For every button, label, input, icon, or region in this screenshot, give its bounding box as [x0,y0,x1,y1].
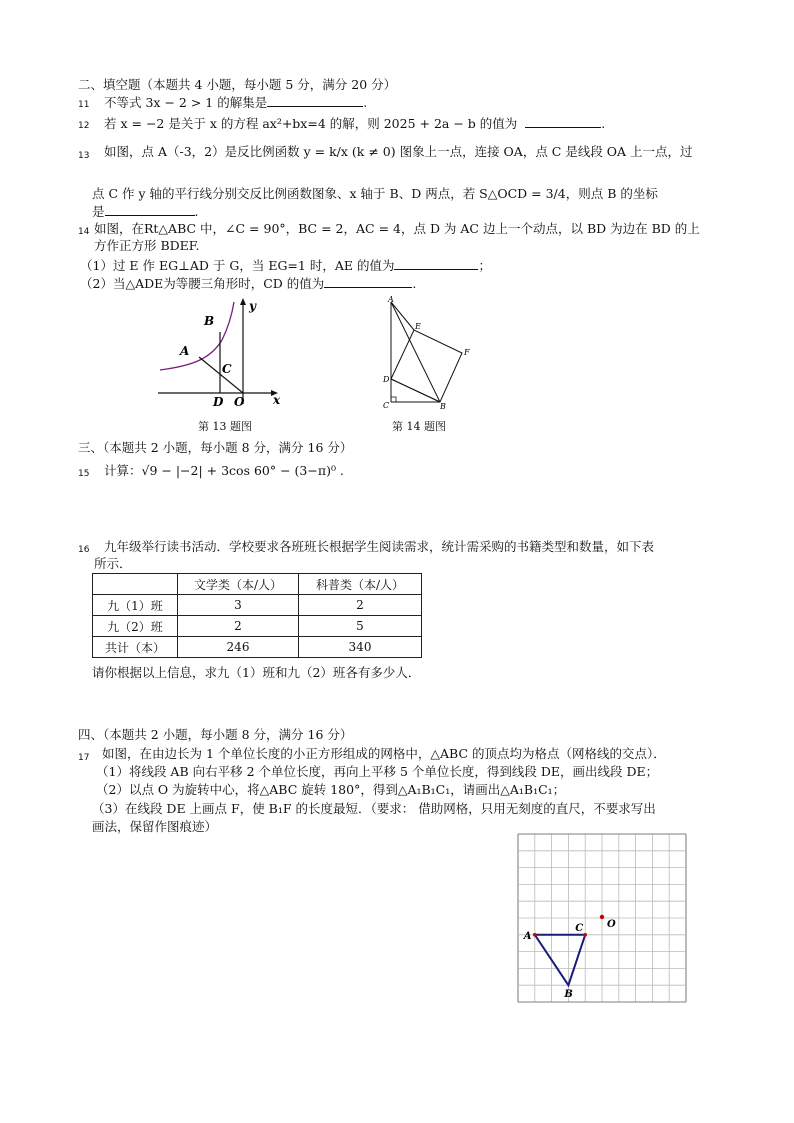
figure-14-caption: 第 14 题图 [392,420,446,433]
table-cell: 5 [299,616,422,637]
label-x: x [273,393,281,407]
label-C: C [222,362,232,376]
q13-line2: 点 C 作 y 轴的平行线分别交反比例函数图象、x 轴于 B、D 两点，若 S△OCD = 3/4，则点 B 的坐标 [92,186,658,201]
q13-line1: 如图，点 A（-3，2）是反比例函数 y = k/x (k ≠ 0) 图象上一点，连接 OA，点 C 是线段 OA 上一点，过 [104,144,693,159]
table-row [93,616,422,637]
q14-part2-post: . [412,276,417,291]
segment-DB [391,379,440,402]
q17-part2: （2）以点 O 为旋转中心，将△ABC 旋转 180°，得到△A₁B₁C₁，请画出△A₁B₁C₁； [96,782,566,797]
q12-number: 12 [78,121,90,131]
point-A [533,933,537,937]
q14-part2-text: （2）当△ADE为等腰三角形时，CD 的值为 [80,276,325,291]
table-cell: 246 [178,637,299,658]
segment-OA [199,357,243,393]
table-cell: 共计（本） [93,637,178,658]
q17-number: 17 [78,753,90,763]
table-cell: 九（2）班 [93,616,178,637]
table-header-cell: 科普类（本/人） [299,574,422,595]
q12-post: . [601,116,606,131]
q11-number: 11 [78,100,90,110]
table-cell: 3 [178,595,299,616]
grid-label-O: O [607,919,616,930]
q16-question: 请你根据以上信息，求九（1）班和九（2）班各有多少人． [92,665,421,680]
label-F: F [464,348,470,357]
q13-number: 13 [78,151,90,161]
q11-blank[interactable] [267,95,363,107]
q13-line3-post: . [194,204,199,219]
point-C [583,933,587,937]
q15-number: 15 [78,469,90,479]
q17-part3: （3）在线段 DE 上画点 F，使 B₁F 的长度最短．（要求： 借助网格，只用无刻度的直尺，不要求写出 [92,801,656,816]
q12-blank[interactable] [525,116,601,128]
q17-line1: 如图，在由边长为 1 个单位长度的小正方形组成的网格中，△ABC 的顶点均为格点（网格线的交点）． [102,746,666,761]
q17-part3-cont: 画法，保留作图痕迹） [92,819,218,834]
q14-line2: 方作正方形 BDEF. [94,238,200,253]
q16-line2: 所示． [94,556,132,571]
triangle-ABC [535,935,585,985]
square-BDEF [391,330,462,402]
segment-AB [391,302,440,402]
q14-part1-post: ； [478,258,491,273]
y-axis-arrow [240,298,246,305]
label-C: C [383,401,390,410]
q11-post: . [363,95,368,110]
figure-13 [150,294,290,412]
hyperbola-curve [160,302,234,370]
point-O [600,915,604,919]
q14-blank1[interactable] [394,258,478,270]
section2-title: 二、填空题（本题共 4 小题，每小题 5 分，满分 20 分） [78,77,397,92]
section3-title: 三、（本题共 2 小题，每小题 8 分，满分 16 分） [78,440,353,455]
q14-line1: 如图，在Rt△ABC 中，∠C = 90°，BC = 2，AC = 4，点 D 为 AC 边上一个动点，以 BD 为边在 BD 的上 [94,221,700,236]
label-D: D [213,395,224,409]
grid-label-B: B [564,989,573,1001]
label-B: B [204,314,215,328]
q12-text [104,116,605,132]
q14-part2 [80,276,416,292]
q13-line3 [92,204,199,220]
table-header-cell: 文学类（本/人） [178,574,299,595]
q15-text: 计算：√9 − |−2| + 3cos 60° − (3−π)⁰ . [104,463,344,478]
q14-part1-text: （1）过 E 作 EG⊥AD 于 G，当 EG=1 时，AE 的值为 [80,258,395,273]
label-y: y [249,299,256,313]
label-E: E [415,322,421,331]
table-cell: 340 [299,637,422,658]
section4-title: 四、（本题共 2 小题，每小题 8 分，满分 16 分） [78,727,353,742]
table-header-cell [93,574,178,595]
label-D: D [383,375,390,384]
q11-stem: 不等式 3x − 2 > 1 的解集是 [104,95,268,110]
q14-blank2[interactable] [324,276,412,288]
figure-13-caption: 第 13 题图 [198,420,252,433]
q14-part1 [80,258,491,274]
table-row [93,637,422,658]
grid-label-C: C [575,922,584,934]
table-cell: 2 [299,595,422,616]
q13-line3-pre: 是 [92,204,105,219]
grid-label-A: A [523,930,532,942]
table-row [93,595,422,616]
label-A: A [388,295,394,304]
figure-14 [378,294,478,414]
q12-stem: 若 x = −2 是关于 x 的方程 ax²+bx=4 的解，则 2025 + 2a − b 的值为 [104,116,518,131]
book-table [92,573,422,658]
grid-figure [512,828,696,1008]
label-A: A [180,344,190,358]
q11-text [104,95,367,111]
q16-line1: 九年级举行读书活动．学校要求各班班长根据学生阅读需求，统计需采购的书籍类型和数量，如下表 [104,539,655,554]
q13-blank[interactable] [105,204,195,216]
q16-number: 16 [78,545,90,555]
right-angle-mark [391,397,396,402]
q14-number: 14 [78,227,90,237]
label-B: B [440,402,446,411]
table-cell: 九（1）班 [93,595,178,616]
table-cell: 2 [178,616,299,637]
label-O: O [234,395,245,409]
q17-part1: （1）将线段 AB 向右平移 2 个单位长度，再向上平移 5 个单位长度，得到线段 DE，画出线段 DE； [96,764,659,779]
table-header-row [93,574,422,595]
